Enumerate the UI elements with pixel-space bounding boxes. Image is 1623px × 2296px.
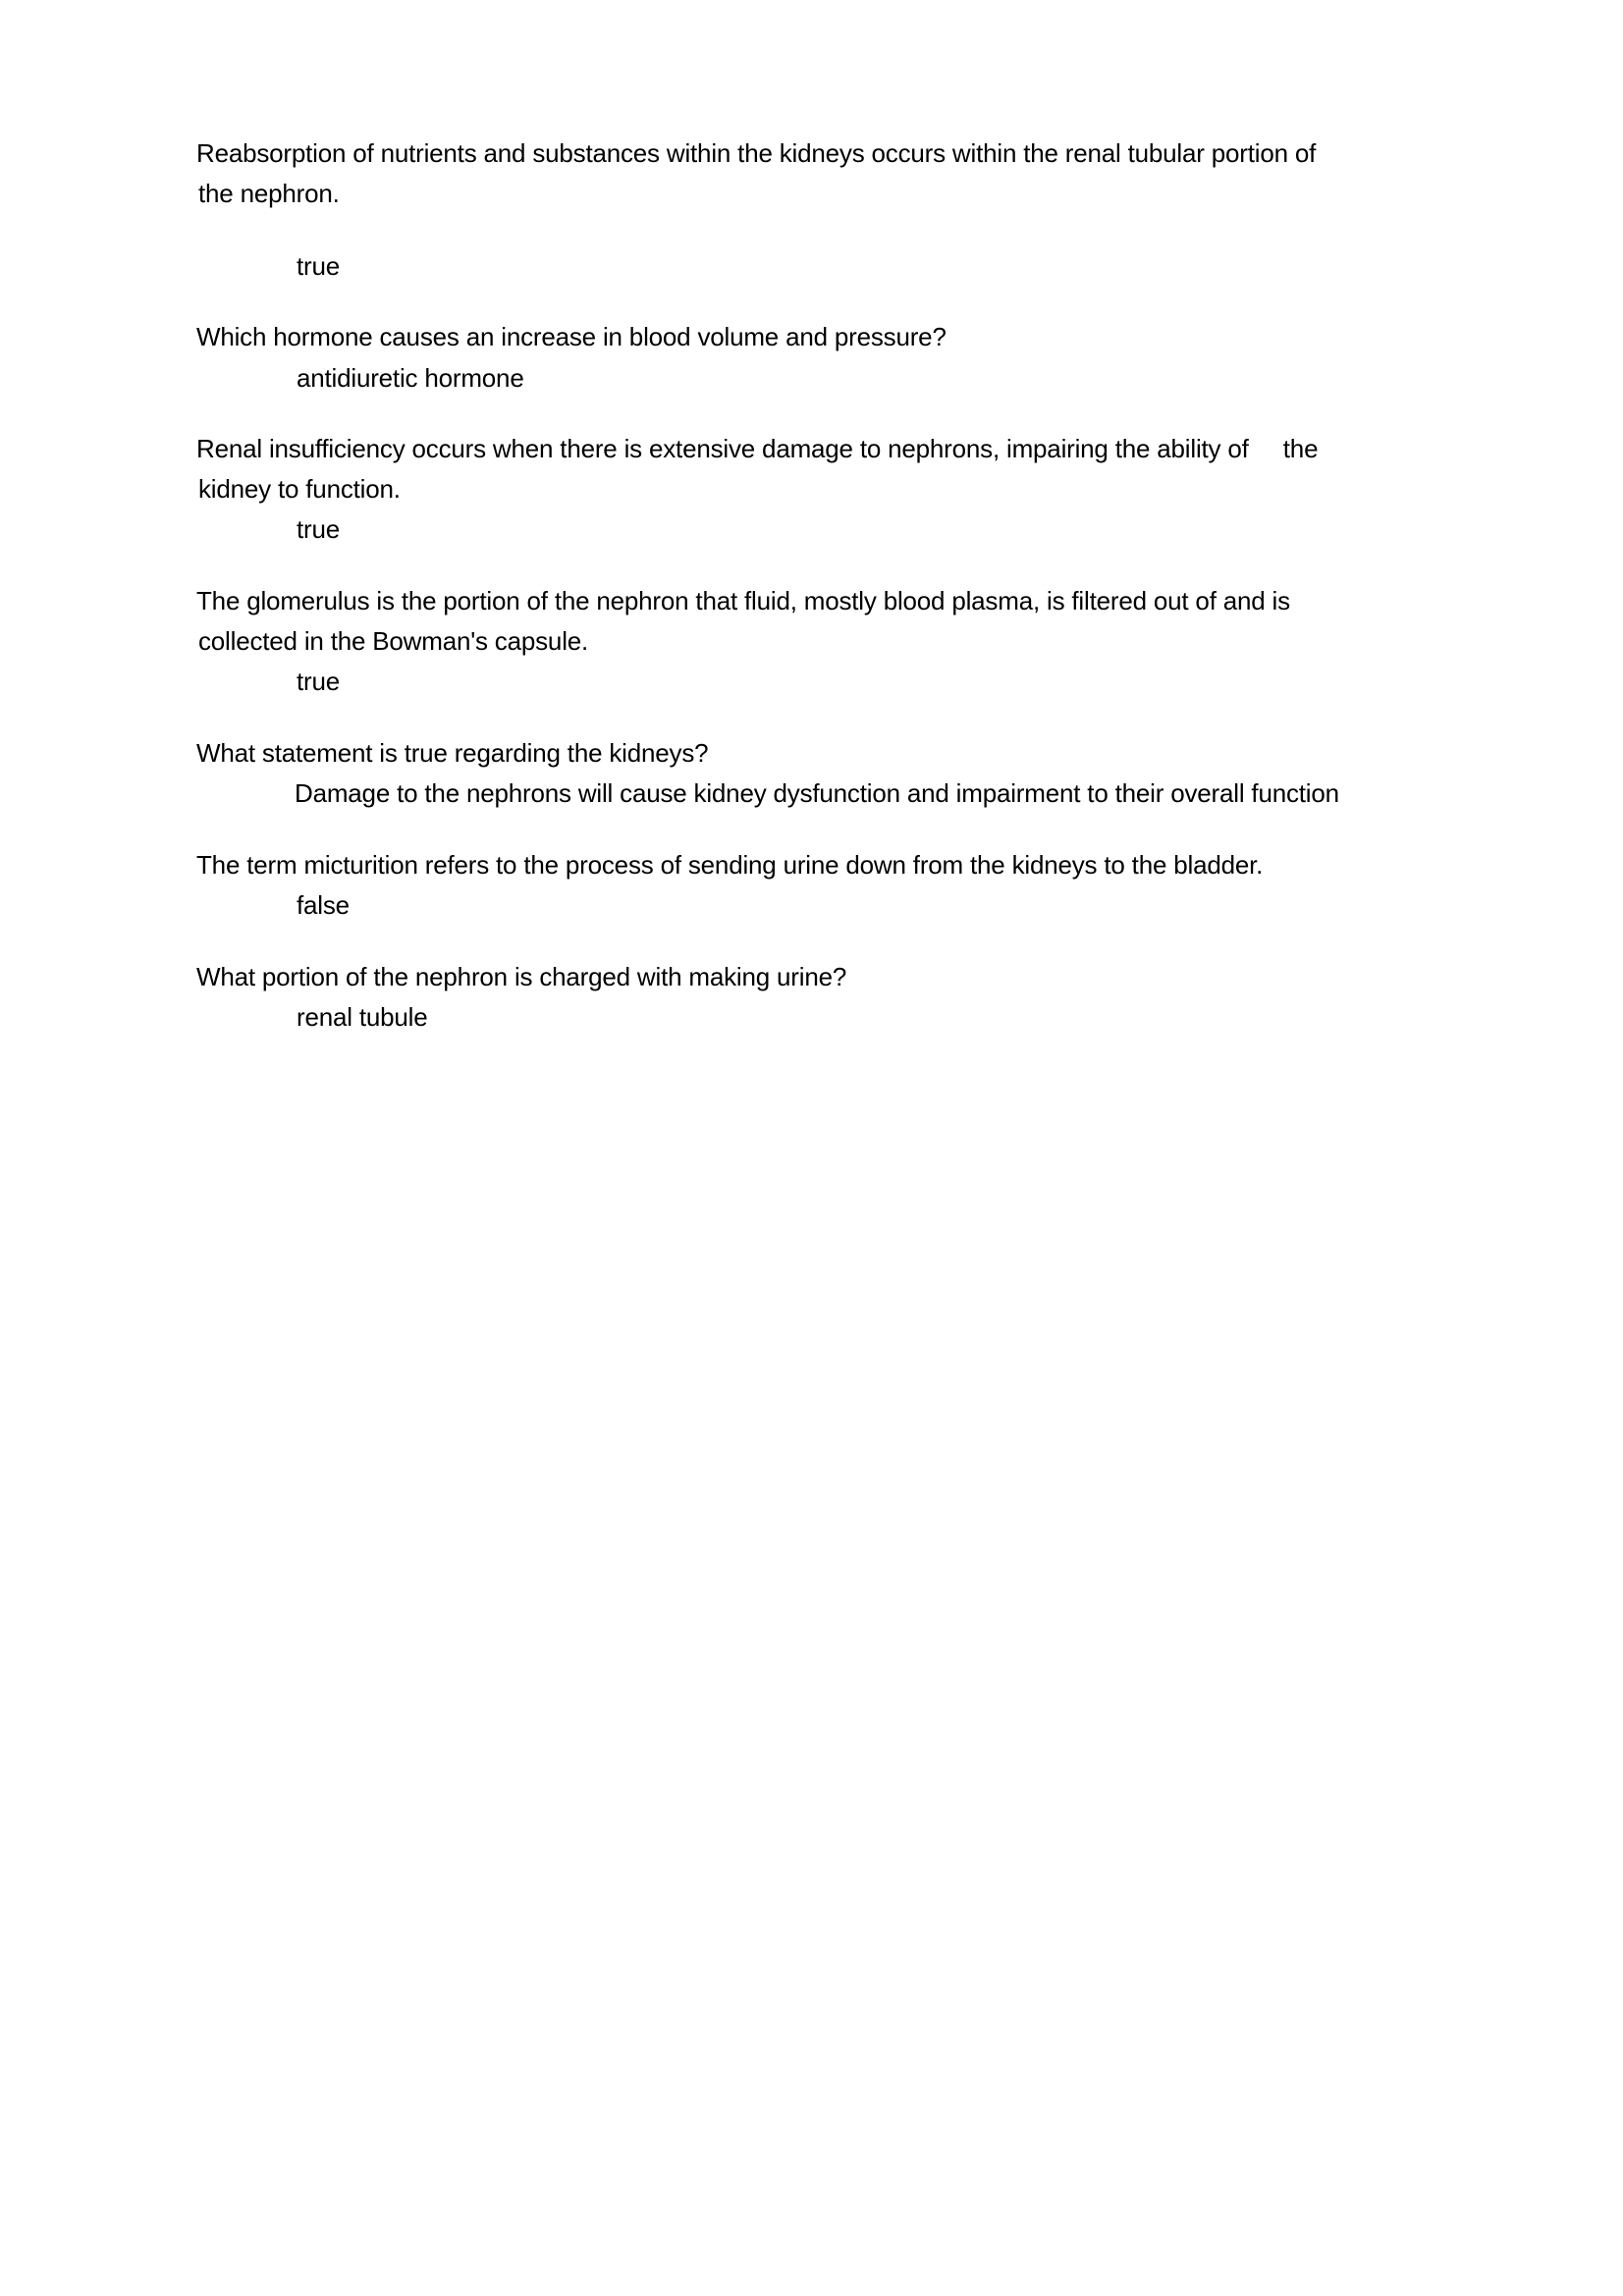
answer-text: true <box>297 514 341 544</box>
question-text: Reabsorption of nutrients and substances within the kidneys occurs within the renal tubular portion of <box>196 138 1317 168</box>
question-text: What statement is true regarding the kidneys? <box>196 738 709 768</box>
answer-text: true <box>297 667 341 696</box>
question-text: kidney to function. <box>198 474 401 504</box>
question-text: What portion of the nephron is charged with making urine? <box>196 962 847 991</box>
question-text: collected in the Bowman's capsule. <box>198 626 589 656</box>
answer-text: renal tubule <box>297 1002 428 1032</box>
answer-text: false <box>297 890 350 920</box>
question-text: the nephron. <box>198 179 340 208</box>
question-text: The glomerulus is the portion of the nephron that fluid, mostly blood plasma, is filtered out of and is <box>196 586 1290 615</box>
answer-text: Damage to the nephrons will cause kidney dysfunction and impairment to their overall function <box>295 778 1339 808</box>
answer-text: true <box>297 251 341 281</box>
answer-text: antidiuretic hormone <box>297 363 524 393</box>
question-text: Renal insufficiency occurs when there is extensive damage to nephrons, impairing the ability of the <box>196 434 1319 463</box>
question-text: Which hormone causes an increase in blood volume and pressure? <box>196 322 947 351</box>
question-text: The term micturition refers to the process of sending urine down from the kidneys to the bladder. <box>196 850 1264 880</box>
